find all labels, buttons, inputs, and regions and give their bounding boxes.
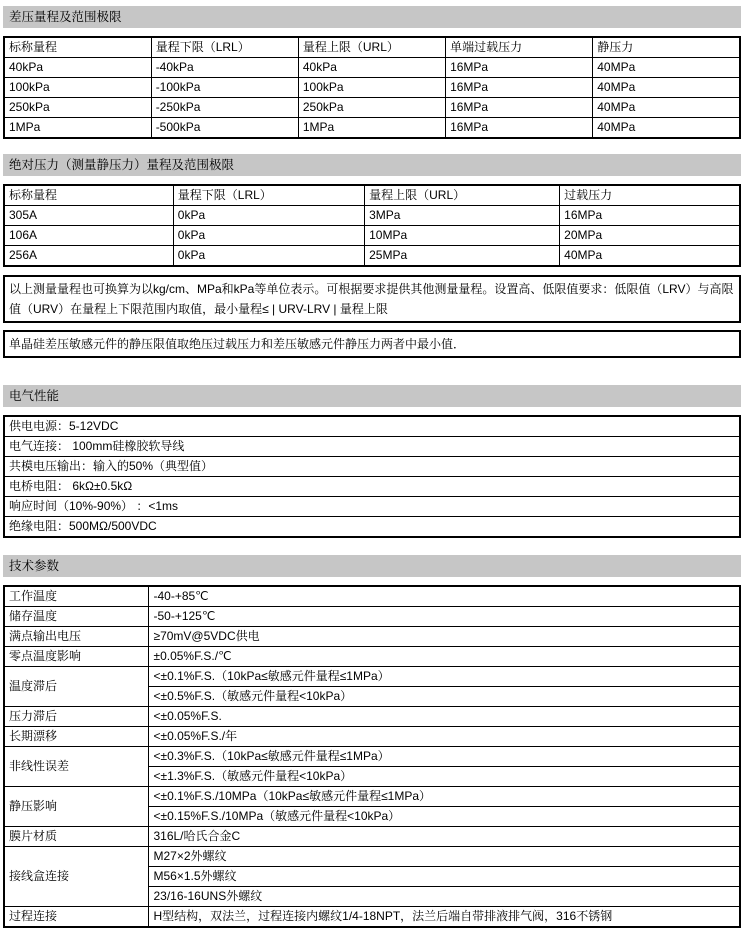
cell: 25MPa (365, 246, 560, 267)
cell: 16MPa (446, 98, 593, 118)
cell: 305A (4, 206, 173, 226)
section-title-electrical: 电气性能 (3, 385, 741, 407)
cell: 16MPa (446, 78, 593, 98)
table-header-row (4, 37, 740, 58)
param-label: 零点温度影响 (4, 647, 149, 667)
table-row (4, 437, 740, 457)
param-value: <±0.05%F.S./年 (149, 727, 740, 747)
param-value: M56×1.5外螺纹 (149, 867, 740, 887)
header-cell-nominal-range: 标称量程 (4, 185, 173, 206)
param-value: 316L/哈氏合金C (149, 827, 740, 847)
cell: 40MPa (593, 98, 740, 118)
cell: 40MPa (593, 58, 740, 78)
cell-electrical-connection: 电气连接： 100mm硅橡胶软导线 (4, 437, 740, 457)
param-label: 静压影响 (4, 787, 149, 827)
tech-params-table (3, 585, 741, 928)
cell: -100kPa (151, 78, 298, 98)
table-row (4, 727, 740, 747)
note-range-conversion: 以上测量量程也可换算为以kg/cm、MPa和kPa等单位表示。可根据要求提供其他测量量程。设置高、低限值要求：低限值（LRV）与高限值（URV）在量程上下限范围内取值，最小量程≤ | URV-LRV | 量程上限 (3, 275, 741, 323)
cell: 1MPa (4, 118, 151, 139)
cell: 1MPa (298, 118, 445, 139)
table-row (4, 78, 740, 98)
cell-response-time: 响应时间（10%-90%） ：<1ms (4, 497, 740, 517)
table-row (4, 497, 740, 517)
table-row (4, 707, 740, 727)
cell: 0kPa (173, 246, 364, 267)
table-row (4, 58, 740, 78)
table-row (4, 206, 740, 226)
cell: 0kPa (173, 226, 364, 246)
param-label: 非线性误差 (4, 747, 149, 787)
cell-common-mode-output: 共模电压输出：输入的50%（典型值） (4, 457, 740, 477)
param-value: 23/16-16UNS外螺纹 (149, 887, 740, 907)
table-row (4, 607, 740, 627)
cell-insulation-resistance: 绝缘电阻：500MΩ/500VDC (4, 517, 740, 538)
param-value: <±1.3%F.S.（敏感元件量程<10kPa） (149, 767, 740, 787)
param-label: 压力滞后 (4, 707, 149, 727)
param-value: <±0.1%F.S.（10kPa≤敏感元件量程≤1MPa） (149, 667, 740, 687)
cell: 0kPa (173, 206, 364, 226)
table-row (4, 647, 740, 667)
cell: 40kPa (298, 58, 445, 78)
header-cell-single-overload: 单端过载压力 (446, 37, 593, 58)
table-row (4, 787, 740, 807)
param-value: M27×2外螺纹 (149, 847, 740, 867)
cell: -40kPa (151, 58, 298, 78)
header-cell-static-pressure: 静压力 (593, 37, 740, 58)
table-header-row (4, 185, 740, 206)
param-label: 膜片材质 (4, 827, 149, 847)
table-row (4, 226, 740, 246)
table-row (4, 118, 740, 139)
cell: 100kPa (4, 78, 151, 98)
cell-bridge-resistance: 电桥电阻： 6kΩ±0.5kΩ (4, 477, 740, 497)
cell: 40MPa (593, 78, 740, 98)
header-cell-overload: 过载压力 (560, 185, 740, 206)
electrical-table (3, 415, 741, 538)
param-value: <±0.15%F.S./10MPa（敏感元件量程<10kPa） (149, 807, 740, 827)
cell: 16MPa (446, 118, 593, 139)
param-label: 过程连接 (4, 907, 149, 928)
cell: -500kPa (151, 118, 298, 139)
cell: -250kPa (151, 98, 298, 118)
table-row (4, 847, 740, 867)
param-value: <±0.3%F.S.（10kPa≤敏感元件量程≤1MPa） (149, 747, 740, 767)
param-value: <±0.05%F.S. (149, 707, 740, 727)
header-cell-url: 量程上限（URL） (365, 185, 560, 206)
table-row (4, 667, 740, 687)
abs-range-table (3, 184, 741, 267)
param-value: H型结构，双法兰，过程连接内螺纹1/4-18NPT，法兰后端自带排液排气阀，316不锈钢 (149, 907, 740, 928)
param-value: -40-+85℃ (149, 586, 740, 607)
table-row (4, 457, 740, 477)
section-title-dp-range: 差压量程及范围极限 (3, 6, 741, 28)
cell: 250kPa (4, 98, 151, 118)
cell: 106A (4, 226, 173, 246)
table-row (4, 907, 740, 928)
cell: 40MPa (560, 246, 740, 267)
cell: 16MPa (560, 206, 740, 226)
cell: 20MPa (560, 226, 740, 246)
param-label: 温度滞后 (4, 667, 149, 707)
param-value: ±0.05%F.S./℃ (149, 647, 740, 667)
table-row (4, 477, 740, 497)
note-static-limit: 单晶硅差压敏感元件的静压限值取绝压过载压力和差压敏感元件静压力两者中最小值． (3, 330, 741, 358)
table-row (4, 747, 740, 767)
param-value: ≥70mV@5VDC供电 (149, 627, 740, 647)
table-row (4, 98, 740, 118)
cell: 256A (4, 246, 173, 267)
header-cell-url: 量程上限（URL） (298, 37, 445, 58)
param-value: <±0.1%F.S./10MPa（10kPa≤敏感元件量程≤1MPa） (149, 787, 740, 807)
param-label: 储存温度 (4, 607, 149, 627)
table-row (4, 627, 740, 647)
cell: 16MPa (446, 58, 593, 78)
header-cell-nominal-range: 标称量程 (4, 37, 151, 58)
param-label: 接线盒连接 (4, 847, 149, 907)
dp-range-table (3, 36, 741, 139)
section-title-abs-range: 绝对压力（测量静压力）量程及范围极限 (3, 154, 741, 176)
cell: 250kPa (298, 98, 445, 118)
cell: 3MPa (365, 206, 560, 226)
param-value: <±0.5%F.S.（敏感元件量程<10kPa） (149, 687, 740, 707)
param-value: -50-+125℃ (149, 607, 740, 627)
table-row (4, 517, 740, 538)
param-label: 长期漂移 (4, 727, 149, 747)
table-row (4, 416, 740, 437)
table-row (4, 246, 740, 267)
cell: 100kPa (298, 78, 445, 98)
cell: 40MPa (593, 118, 740, 139)
table-row (4, 827, 740, 847)
cell-power-supply: 供电电源：5-12VDC (4, 416, 740, 437)
section-title-tech-params: 技术参数 (3, 555, 741, 577)
cell: 10MPa (365, 226, 560, 246)
header-cell-lrl: 量程下限（LRL） (151, 37, 298, 58)
cell: 40kPa (4, 58, 151, 78)
param-label: 满点输出电压 (4, 627, 149, 647)
table-row (4, 586, 740, 607)
param-label: 工作温度 (4, 586, 149, 607)
header-cell-lrl: 量程下限（LRL） (173, 185, 364, 206)
